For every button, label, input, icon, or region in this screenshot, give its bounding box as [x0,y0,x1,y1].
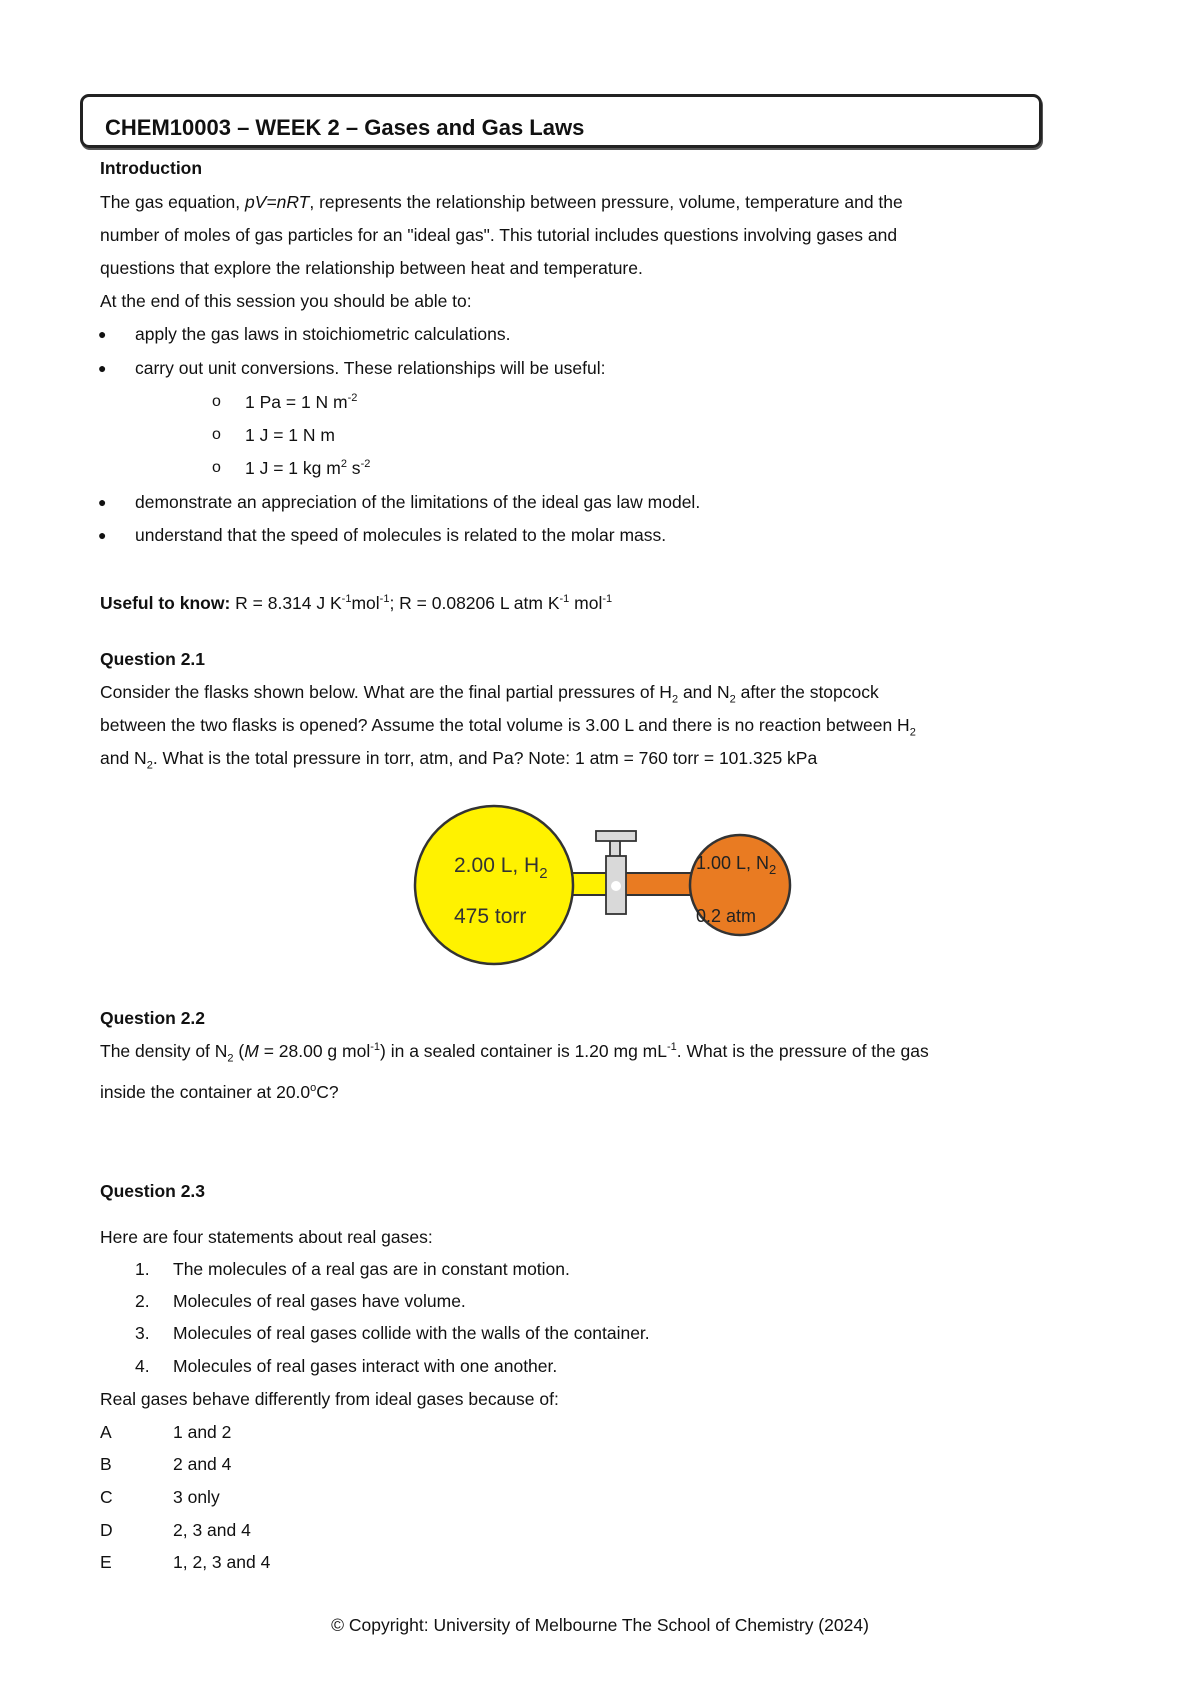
outcomes-lead: At the end of this session you should be able to: [100,291,472,311]
subscript: 2 [227,1052,234,1065]
unit-text: 1 J = 1 kg m [245,458,341,478]
q1-text: Consider the flasks shown below. What are the final partial pressures of H [100,682,672,702]
unit-sup: -1 [559,593,570,606]
q3-heading: Question 2.3 [100,1181,206,1201]
option-letter: E [100,1552,112,1572]
outcome-3: demonstrate an appreciation of the limitations of the ideal gas law model. [135,492,701,512]
option-letter: D [100,1520,113,1540]
unit-relation-3 [245,457,370,479]
gas-constant: ; R = 0.08206 L atm K [389,593,560,613]
sub-bullet-icon: o [212,426,221,443]
outcome-2: carry out unit conversions. These relationships will be useful: [135,358,606,378]
subscript: 2 [909,726,916,739]
q1-line-3 [100,747,818,772]
unit-sup: -1 [370,1041,381,1054]
q3-lead: Here are four statements about real gases: [100,1227,433,1247]
q2-heading: Question 2.2 [100,1008,206,1028]
q2-text: ) in a sealed container is 1.20 mg mL [380,1041,667,1061]
bullet-icon: ● [98,527,107,543]
q1-text: . What is the total pressure in torr, atm, and Pa? Note: 1 atm = 760 torr = 101.325 kPa [152,748,818,768]
option-letter: B [100,1454,112,1474]
gas-constant: R = 8.314 J K [230,593,342,613]
q2-text: ( [233,1041,245,1061]
q2-text: = 28.00 g mol [258,1041,371,1061]
q2-text: C? [316,1082,339,1102]
unit-relation-1 [245,391,357,413]
intro-line-3: questions that explore the relationship between heat and temperature. [100,258,643,278]
q2-text: The density of N [100,1041,228,1061]
q1-line-1 [100,681,879,706]
statement-number: 4. [135,1356,150,1376]
statement-number: 3. [135,1323,150,1343]
flask2-volume: 1.00 L, $N_2$ [696,853,777,877]
q2-text: inside the container at 20.0 [100,1082,311,1102]
unit-sup: 2 [340,458,347,471]
copyright-footer: © Copyright: University of Melbourne The School of Chemistry (2024) [331,1615,869,1635]
option-text: 3 only [173,1487,220,1507]
intro-text: The gas equation, [100,192,245,212]
page-title: CHEM10003 – WEEK 2 – Gases and Gas Laws [105,115,585,140]
q1-text: after the stopcock [735,682,879,702]
q2-line-1 [100,1040,929,1065]
gas-constant: mol [351,593,380,613]
unit-sup: -1 [666,1041,677,1054]
unit-text: 1 Pa = 1 N m [245,392,348,412]
flasks-diagram [410,800,795,975]
intro-text: , represents the relationship between pressure, volume, temperature and the [309,192,903,212]
q1-text: between the two flasks is opened? Assume the total volume is 3.00 L and there is no reaction between H [100,715,910,735]
unit-sup: -2 [360,458,371,471]
unit-sup: -1 [379,593,390,606]
flask1-pressure: 475 torr [454,905,527,928]
q1-text: and N [100,748,147,768]
h2-flask [415,806,573,964]
sub-bullet-icon: o [212,393,221,410]
subscript: 2 [671,693,679,706]
stopcock-handle [596,831,636,841]
useful-to-know [100,592,612,614]
bullet-icon: ● [98,326,107,342]
unit-text: s [346,458,361,478]
unit-sup: -2 [347,392,358,405]
option-text: 1 and 2 [173,1422,232,1442]
flask1-volume: 2.00 L, $H_2$ [454,854,548,882]
statement-number: 1. [135,1259,150,1279]
statement-text: Molecules of real gases have volume. [173,1291,466,1311]
option-text: 1, 2, 3 and 4 [173,1552,271,1572]
gas-equation: pV=nRT [244,192,310,212]
useful-label: Useful to know: [100,593,231,613]
intro-heading: Introduction [100,158,203,178]
unit-sup: -1 [602,593,613,606]
q3-ask: Real gases behave differently from ideal gases because of: [100,1389,559,1409]
n2-tube [622,873,692,895]
q2-line-2 [100,1081,339,1103]
option-letter: A [100,1422,112,1442]
sub-bullet-icon: o [212,459,221,476]
bullet-icon: ● [98,360,107,376]
outcome-4: understand that the speed of molecules is related to the molar mass. [135,525,667,545]
q1-text: and N [678,682,730,702]
intro-line-1 [100,191,903,213]
molar-mass-symbol: M [244,1041,259,1061]
option-text: 2 and 4 [173,1454,232,1474]
flask2-pressure: 0.2 atm [696,906,757,926]
stopcock-bore [611,881,621,891]
intro-line-2: number of moles of gas particles for an "ideal gas". This tutorial includes questions involving gases and [100,225,898,245]
statement-number: 2. [135,1291,150,1311]
bullet-icon: ● [98,494,107,510]
q1-heading: Question 2.1 [100,649,206,669]
subscript: 2 [146,759,153,772]
q2-text: . What is the pressure of the gas [676,1041,929,1061]
unit-relation-2: 1 J = 1 N m [245,425,335,445]
statement-text: Molecules of real gases collide with the walls of the container. [173,1323,650,1343]
statement-text: The molecules of a real gas are in constant motion. [173,1259,570,1279]
subscript: 2 [729,693,736,706]
unit-sup: -1 [341,593,352,606]
degree-sign: o [310,1082,317,1095]
option-text: 2, 3 and 4 [173,1520,251,1540]
q1-line-2 [100,714,916,739]
gas-constant: mol [569,593,603,613]
option-letter: C [100,1487,113,1507]
statement-text: Molecules of real gases interact with one another. [173,1356,558,1376]
outcome-1: apply the gas laws in stoichiometric calculations. [135,324,511,344]
